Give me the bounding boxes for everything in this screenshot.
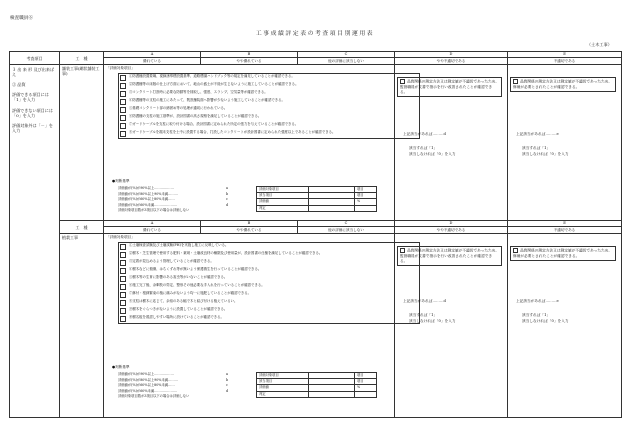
section1-eval-title: 「評価対象項目」	[106, 66, 135, 70]
section2-score-table: 評価対象項目 項目 該当項目 項目 評価値 % 判定	[256, 372, 377, 398]
judge-row: 評価値が(%)が90%以上……………… a	[118, 186, 228, 190]
e-condition-2: 品質関係の測定方法又は測定値が不適切であったため、修補が必要とされたことが確認できる。	[510, 246, 616, 261]
d-hit-2: 上記該当があれば………d	[403, 299, 446, 303]
e-checkbox-2[interactable]	[513, 248, 518, 253]
criteria-sub: ② 品質	[12, 82, 26, 88]
d-input1: 該当すれば「1」	[409, 146, 438, 150]
item-checkbox[interactable]	[120, 83, 126, 89]
e-input1: 該当すれば「1」	[522, 146, 551, 150]
item-checkbox[interactable]	[120, 123, 126, 129]
section2-judge-title: ●判断基準	[112, 365, 130, 369]
grade-d-desc: やや不適切である	[395, 58, 508, 65]
inspector-label: 検査職員⑥	[10, 16, 33, 21]
grade-a-desc: 優れている	[104, 58, 201, 65]
section1-score-table: 評価対象項目 項目 該当項目 項目 評価値 % 判定	[256, 186, 377, 212]
item-checkbox[interactable]	[120, 131, 126, 137]
e-condition: 品質関係の測定方法又は測定値が不適切であったため、修補が必要とされたことが確認できる。	[510, 77, 616, 92]
judge-row: 評価対象項目数が3項目以下の場合は評価しない	[118, 394, 190, 399]
item-checkbox[interactable]	[120, 284, 126, 290]
list-item[interactable]: ②防護柵等の床版の仕上げ方面において、地山の盛土が不陸が生じないように施工していることが確認できる。	[119, 82, 419, 90]
list-item[interactable]: ⑧支柱は樹木に応じて、余裕のある幅で木と結び付ける植えているい。	[119, 299, 419, 307]
work-type-1: 舗装工事(網状舗装工事)	[60, 65, 104, 221]
criteria-note-0: 評価できない項目には「0」を入力	[12, 107, 53, 118]
list-item[interactable]: ⑦鉢付・根鉢緊束の植に痛みがないよう均一に施肥していることが確認できる。	[119, 291, 419, 299]
item-checkbox[interactable]	[120, 115, 126, 121]
item-checkbox[interactable]	[120, 292, 126, 298]
list-item[interactable]: ⑧ガードケーブルを端末支柱を土中に設置する場合、打設したコンクリートが設計図書に定められた強度以上であることが確認できる。	[119, 130, 419, 138]
item-checkbox[interactable]	[120, 268, 126, 274]
list-item[interactable]: ②樹木・芝生管理で使用する肥料・薬剤・土壌改良材の種類及び使用量が、設計図書の仕様を満足していることが確認できる。	[119, 251, 419, 259]
evaluation-table: 考査項目 工 種 A B C D E 優れている やや優れている 他の評価に該当しない やや不適切である 不適切である ３ 出 来 形 及び出来ばえ ② 品質 評価できる項目には「1」を入力 評価できない項目には「0」を入力 評価対象外は「－」を入力 舗装工事(網状舗装工事) 「評価対象項目」 ①防護柵設置要綱、視線誘導標設置基準、道路標識ハンドブック等の規定を満足していることが確認できる。 ②防護柵等の床版の仕上げ方面において、地山の盛土が不陸が生じないように施工していることが確認できる。 ③コンクリート打設時に必要な防錆等を採取し、強度、スランプ、空気量等が確認できる。 ④防護柵等の支柱の施工にあたって、既設舗装面へ影響が少ないよう施工していることが確認できる。 ⑤基礎コンクリート部の締固め等の処理が適切に行われている。 ⑥防護柵の支柱の施工基準が、設計図書の高さ規格を満足していることが確認できる。 ⑦ガードケーブルを支柱に取り付ける場合、設計図書に定められた所定の張力を与えていることが確認できる。 ⑧ガードケーブルを端末支柱を土中に設置する場合、打設したコンクリートが設計図書に定められた強度以上であることが確認できる。 ●判断基準 評価値が(%)が90%以上……………… a 評価値が(%)が80%以上90%未満……… b 評価値が(%)が60%以上80%未満…… c 評価値が(%)が60%未満………………… d 評価対象項目数が3項目以下の場合は評価しない 評価対象項目 項目 該当項目 項目 評価値 % 判定 品質関係の測定方法又は測定値が不適切であったため、監督職員が文書で指示を行い改善されたことが確認できる。 上記該当があれば………d 該当すれば「1」 該当しなければ「0」を入力 品質関係の測定方法又は測定値が不適切であったため、修補が必要とされたことが確認できる。 上記該当があれば………e 該当すれば「1」 該当しなければ「0」を入力 工 種 A B C D E 優れている やや優れている 他の評価に該当しない やや不適切である 不適切である 植栽工事 「評価対象項目」 ①土壌検査試験及び土壌試験(PH)を実施し施工に反映している。 ②樹木・芝生管理で使用する肥料・薬剤・土壌改良材の種類及び使用量が、設計図書の仕様を満足していることが確認できる。 ③定着が見込めるよう管理していることが確認できる。 ④樹木などに損傷、はちくずれ等が無いよう保護養生を行っていることが確認できる。 ⑤樹木等の生育に影響のある害虫等がいないことが確認できる。 ⑥施工完了後、余剰枝の剪定、整形その他必要な手入れを行っていることが確認できる。 ⑦鉢付・根鉢緊束の植に痛みがないよう均一に施肥していることが確認できる。 ⑧支柱は樹木に応じて、余裕のある幅で木と結び付ける植えているい。 ⑨樹木をぐらつきがないように設置していることが確認できる。 ⑩樹名板を視認しやすい場所に設けていることが確認できる。 ●判断基準 評価値が(%)が90%以上……………… a 評価値が(%)が80%以上90%未満……… b 評価値が(%)が60%以上80%未満…… c 評価値が(%)が60%未満………………… d 評価対象項目数が3項目以下の場合は評価しない 評価対象項目 項目 該当項目 項目 評価値 % 判定 品質関係の測定方法又は測定値が不適切であったため、監督職員が文書で指示を行い改善されたことが確認できる。 上記該当があれば………d 該当すれば「1」 該当しなければ「0」を入力 品質関係の測定方法又は測定値が不適切であったため、修補が必要とされたことが確認できる。 上記該当があれば………e 該当すれば「1」 該当しなければ「0」を入力	[9, 51, 622, 418]
type-header-2: 工 種	[60, 221, 104, 234]
d-checkbox-2[interactable]	[400, 248, 405, 253]
e-checkbox[interactable]	[513, 79, 518, 84]
item-checkbox[interactable]	[120, 75, 126, 81]
item-checkbox[interactable]	[120, 316, 126, 322]
grade-e-desc: 不適切である	[508, 58, 622, 65]
judge-row: 評価値が(%)が60%未満………………… d	[118, 202, 229, 207]
e-input0-2: 該当しなければ「0」を入力	[522, 319, 569, 323]
e-input1-2: 該当すれば「1」	[522, 313, 551, 317]
section2-content	[104, 234, 395, 418]
list-item[interactable]: ⑥防護柵の支柱の施工基準が、設計図書の高さ規格を満足していることが確認できる。	[119, 114, 419, 122]
grade-e: E	[508, 52, 622, 58]
grade-d: D	[395, 52, 508, 58]
d-condition: 品質関係の測定方法又は測定値が不適切であったため、監督職員が文書で指示を行い改善されたことが確認できる。	[397, 77, 502, 97]
d-hit: 上記該当があれば………d	[403, 132, 446, 136]
judge-row: 評価値が(%)が90%以上……………… a	[118, 372, 228, 376]
category-label: （土木工事）	[586, 42, 612, 47]
grade-b-desc: やや優れている	[201, 58, 298, 65]
list-item[interactable]: ①土壌検査試験及び土壌試験(PH)を実施し施工に反映している。	[119, 243, 419, 251]
e-hit: 上記該当があれば………e	[516, 132, 559, 136]
list-item[interactable]: ⑨樹木をぐらつきがないように設置していることが確認できる。	[119, 307, 419, 315]
d-input0: 該当しなければ「0」を入力	[409, 152, 456, 156]
judge-row: 評価値が(%)が80%以上90%未満……… b	[118, 191, 229, 196]
criteria-note-na: 評価対象外は「－」を入力	[12, 122, 53, 133]
left-header: 考査項目	[10, 52, 60, 65]
section1-content	[104, 65, 395, 221]
section1-d-cell	[395, 65, 508, 221]
item-checkbox[interactable]	[120, 260, 126, 266]
judge-row: 評価値が(%)が60%以上80%未満…… c	[118, 383, 228, 388]
score-input[interactable]	[309, 205, 355, 211]
item-checkbox[interactable]	[120, 244, 126, 250]
item-checkbox[interactable]	[120, 276, 126, 282]
section2-eval-title: 「評価対象項目」	[106, 235, 135, 239]
type-header: 工 種	[60, 52, 104, 65]
list-item[interactable]: ⑤樹木等の生育に影響のある害虫等がいないことが確認できる。	[119, 275, 419, 283]
section2-e-cell	[508, 234, 622, 418]
work-type-2: 植栽工事	[60, 234, 104, 418]
list-item[interactable]: ⑤基礎コンクリート部の締固め等の処理が適切に行われている。	[119, 106, 419, 114]
list-item[interactable]: ⑦ガードケーブルを支柱に取り付ける場合、設計図書に定められた所定の張力を与えていることが確認できる。	[119, 122, 419, 130]
section1-items	[118, 73, 420, 139]
criteria-category: ３ 出 来 形 及び出来ばえ	[12, 67, 55, 78]
section1-judge-title: ●判断基準	[112, 179, 130, 183]
item-checkbox[interactable]	[120, 308, 126, 314]
judge-row: 評価値が(%)が60%以上80%未満…… c	[118, 197, 228, 202]
d-input0-2: 該当しなければ「0」を入力	[409, 319, 456, 323]
criteria-note-1: 評価できる項目には「1」を入力	[12, 92, 49, 103]
list-item[interactable]: ③コンクリート打設時に必要な防錆等を採取し、強度、スランプ、空気量等が確認できる。	[119, 90, 419, 98]
item-checkbox[interactable]	[120, 91, 126, 97]
item-checkbox[interactable]	[120, 107, 126, 113]
document-title: 工事成績評定表の考査項目別運用表	[255, 31, 375, 37]
item-checkbox[interactable]	[120, 300, 126, 306]
grade-b: B	[201, 52, 298, 58]
list-item[interactable]: ①防護柵設置要綱、視線誘導標設置基準、道路標識ハンドブック等の規定を満足していることが確認できる。	[119, 74, 419, 82]
section2-items	[118, 242, 420, 324]
list-item[interactable]: ④防護柵等の支柱の施工にあたって、既設舗装面へ影響が少ないよう施工していることが確認できる。	[119, 98, 419, 106]
list-item[interactable]: ⑩樹名板を視認しやすい場所に設けていることが確認できる。	[119, 315, 419, 323]
grade-c-desc: 他の評価に該当しない	[298, 58, 395, 65]
list-item[interactable]: ④樹木などに損傷、はちくずれ等が無いよう保護養生を行っていることが確認できる。	[119, 267, 419, 275]
grade-c: C	[298, 52, 395, 58]
e-input0: 該当しなければ「0」を入力	[522, 152, 569, 156]
d-condition-2: 品質関係の測定方法又は測定値が不適切であったため、監督職員が文書で指示を行い改善されたことが確認できる。	[397, 246, 502, 266]
criteria-column	[10, 65, 60, 418]
score-input[interactable]	[309, 391, 355, 397]
judge-row: 評価対象項目数が3項目以下の場合は評価しない	[118, 208, 190, 213]
d-checkbox[interactable]	[400, 79, 405, 84]
judge-row: 評価値が(%)が80%以上90%未満……… b	[118, 377, 229, 382]
e-hit-2: 上記該当があれば………e	[516, 299, 559, 303]
section1-e-cell	[508, 65, 622, 221]
section2-d-cell	[395, 234, 508, 418]
item-checkbox[interactable]	[120, 99, 126, 105]
grade-a: A	[104, 52, 201, 58]
list-item[interactable]: ⑥施工完了後、余剰枝の剪定、整形その他必要な手入れを行っていることが確認できる。	[119, 283, 419, 291]
judge-row: 評価値が(%)が60%未満………………… d	[118, 388, 229, 393]
list-item[interactable]: ③定着が見込めるよう管理していることが確認できる。	[119, 259, 419, 267]
d-input1-2: 該当すれば「1」	[409, 313, 438, 317]
item-checkbox[interactable]	[120, 252, 126, 258]
